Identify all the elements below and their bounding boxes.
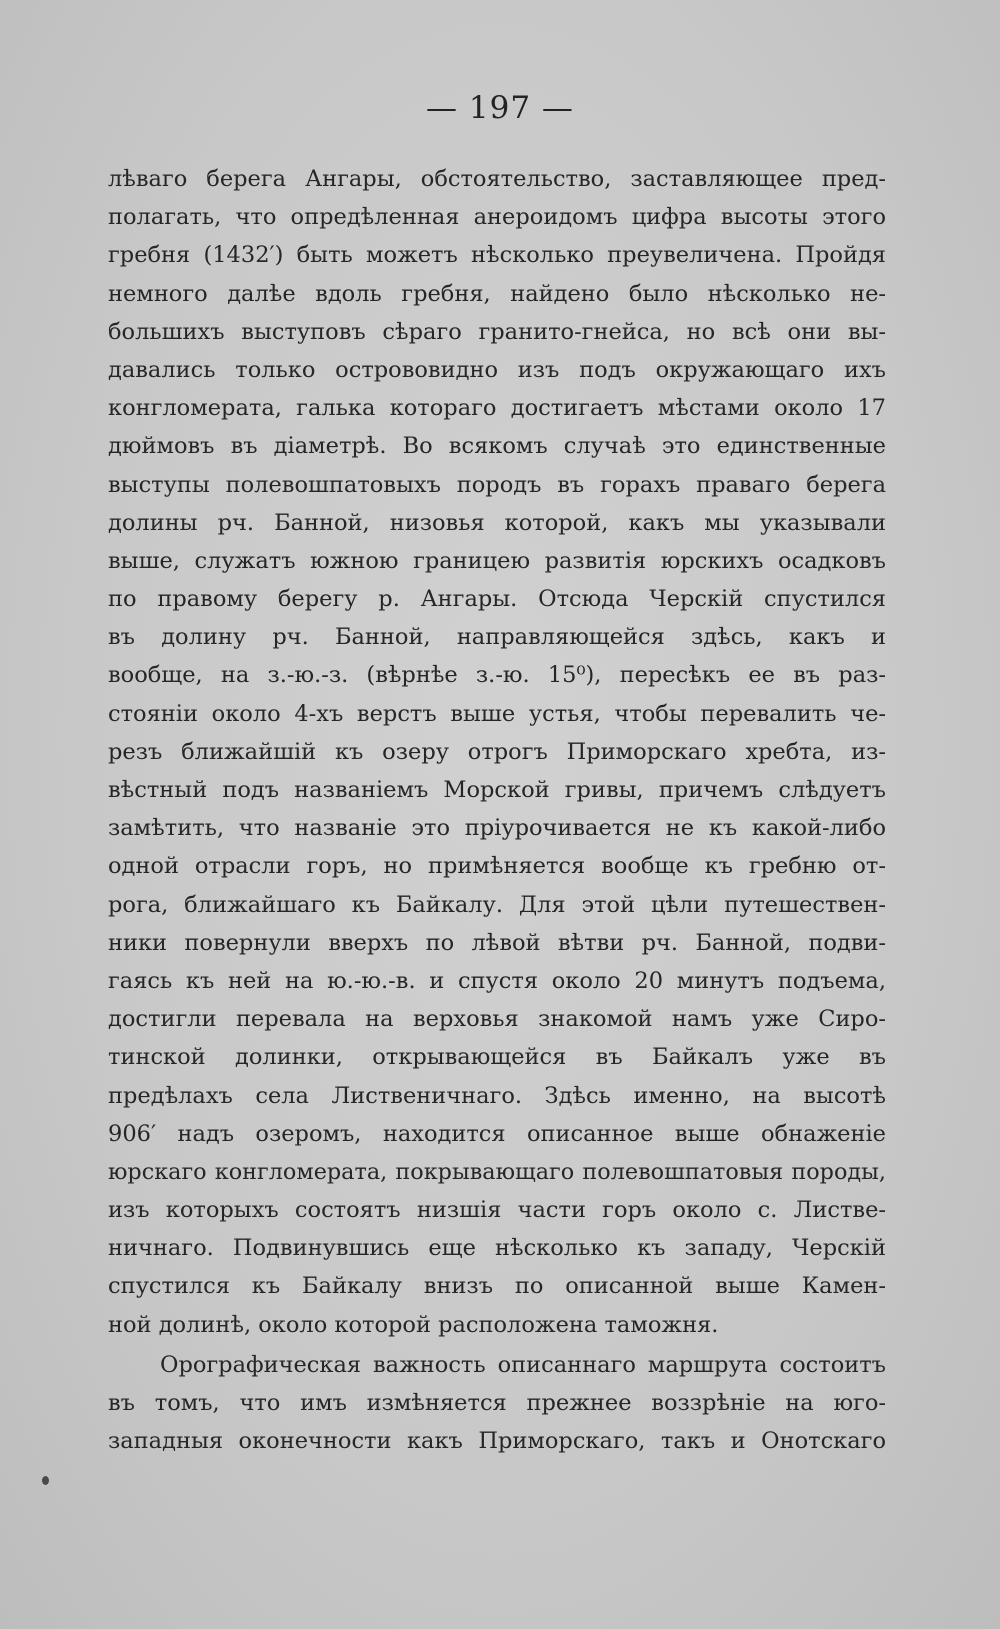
text-line: большихъ выступовъ сѣраго гранито-гнейса, но всѣ они вы-	[108, 318, 886, 345]
text-line: западныя оконечности какъ Приморскаго, такъ и Онотскаго	[108, 1428, 886, 1455]
text-line: по правому берегу р. Ангары. Отсюда Черскій спустился	[108, 586, 886, 613]
text-line: Орографическая важность описаннаго маршрута состоитъ	[160, 1351, 886, 1378]
text-line: тинской долинки, открывающейся въ Байкалъ уже въ	[108, 1044, 886, 1071]
text-line: резъ ближайшій къ озеру отрогъ Приморскаго хребта, из-	[108, 738, 886, 765]
text-line: лѣваго берега Ангары, обстоятельство, заставляющее пред-	[108, 166, 886, 192]
text-line: изъ которыхъ состоятъ низшія части горъ около с. Листве-	[108, 1197, 886, 1224]
text-line: полагать, что опредѣленная анероидомъ цифра высоты этого	[108, 204, 886, 231]
text-line: конгломерата, галька котораго достигаетъ мѣстами около 17	[108, 395, 886, 422]
text-line: выше, служатъ южною границею развитія юрскихъ осадковъ	[108, 547, 886, 574]
text-line: въ долину рч. Банной, направляющейся здѣсь, какъ и	[108, 624, 886, 651]
text-line: достигли перевала на верховья знакомой намъ уже Сиро-	[108, 1006, 886, 1033]
text-line: ники повернули вверхъ по лѣвой вѣтви рч. Банной, подви-	[108, 929, 886, 956]
text-line: спустился къ Байкалу внизъ по описанной выше Камен-	[108, 1273, 886, 1300]
text-line: юрскаго конгломерата, покрывающаго полевошпатовыя породы,	[108, 1158, 886, 1185]
text-line: долины рч. Банной, низовья которой, какъ мы указывали	[108, 509, 886, 536]
text-line: немного далѣе вдоль гребня, найдено было нѣсколько не-	[108, 280, 886, 307]
text-line: гребня (1432′) быть можетъ нѣсколько преувеличена. Пройдя	[108, 242, 886, 269]
text-line: предѣлахъ села Лиственичнаго. Здѣсь именно, на высотѣ	[108, 1082, 886, 1109]
page-number: — 197 —	[426, 90, 574, 126]
text-line: давались только острововидно изъ подъ окружающаго ихъ	[108, 356, 886, 383]
text-line: рога, ближайшаго къ Байкалу. Для этой цѣли путешествен-	[108, 891, 886, 918]
text-line: гаясь къ ней на ю.-ю.-в. и спустя около 20 минутъ подъема,	[108, 967, 886, 994]
text-line: дюймовъ въ діаметрѣ. Во всякомъ случаѣ это единственные	[108, 433, 886, 460]
text-line: въ томъ, что имъ измѣняется прежнее воззрѣніе на юго-	[108, 1390, 886, 1416]
text-line: вѣстный подъ названіемъ Морской гривы, причемъ слѣдуетъ	[108, 777, 886, 803]
text-line: замѣтить, что названіе это пріурочивается не къ какой-либо	[108, 815, 886, 842]
text-line: выступы полевошпатовыхъ породъ въ горахъ праваго берега	[108, 471, 886, 498]
ink-speck	[42, 1476, 49, 1485]
text-line: ной долинѣ, около которой расположена таможня.	[108, 1311, 719, 1338]
text-line: стояніи около 4-хъ верстъ выше устья, чтобы перевалить че-	[108, 700, 886, 727]
text-line: ничнаго. Подвинувшись еще нѣсколько къ западу, Черскій	[108, 1235, 886, 1262]
text-line: вообще, на з.-ю.-з. (вѣрнѣе з.-ю. 15⁰), пересѣкъ ее въ раз-	[108, 662, 886, 689]
text-line: одной отрасли горъ, но примѣняется вообще къ гребню от-	[108, 853, 886, 880]
body-text	[108, 160, 886, 1460]
text-line: 906′ надъ озеромъ, находится описанное выше обнаженіе	[108, 1120, 886, 1147]
